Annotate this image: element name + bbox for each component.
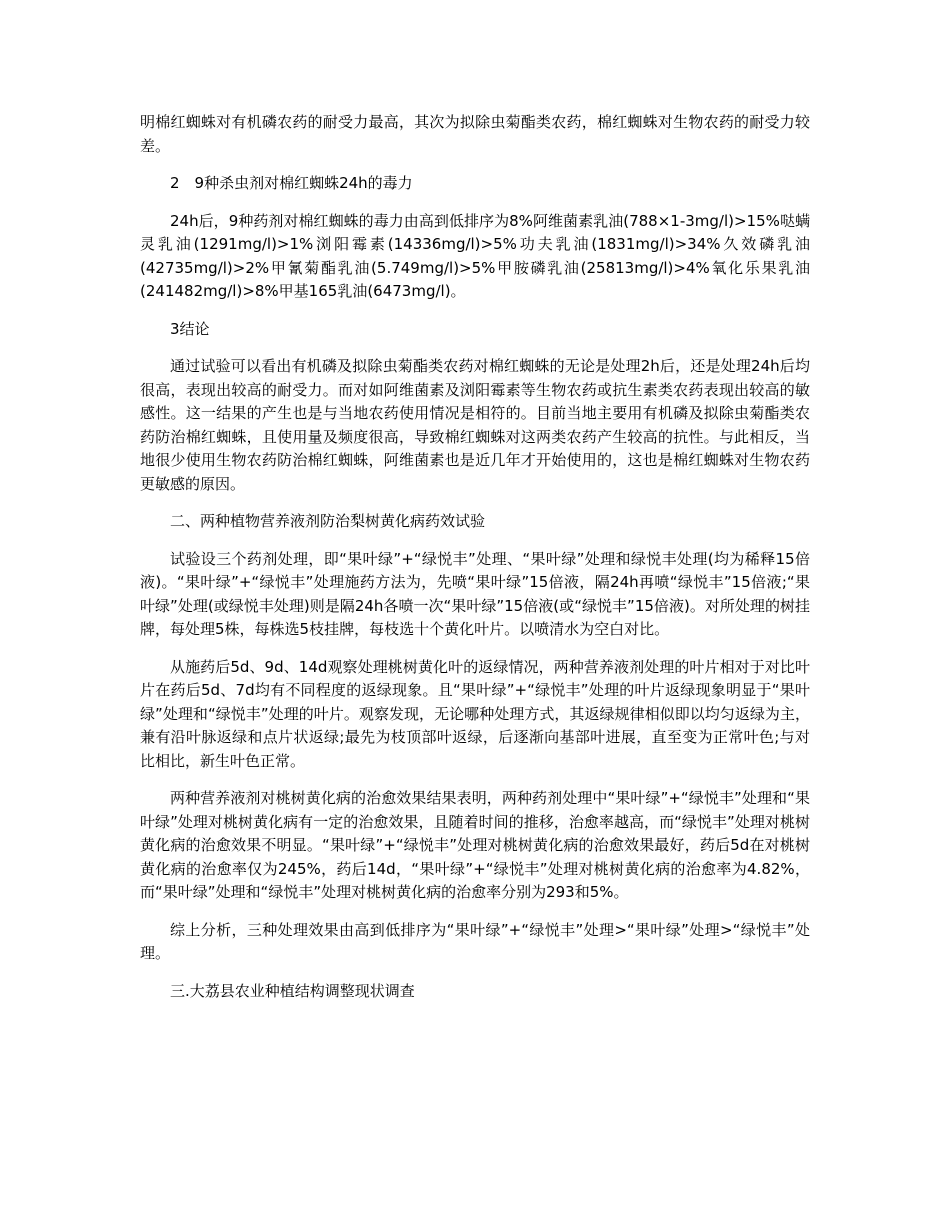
paragraph-observation: 从施药后5d、9d、14d观察处理桃树黄化叶的返绿情况，两种营养液剂处理的叶片相对于对比叶片在药后5d、7d均有不同程度的返绿现象。且“果叶绿”+“绿悦丰”处理的叶片返绿现象明显于“果叶绿”处理和“绿悦丰”处理的叶片。观察发现，无论哪种处理方式，其返绿规律相似即以均匀返绿为主，兼有沿叶脉返绿和点片状返绿;最先为枝顶部叶返绿，后逐渐向基部叶进展，直至变为正常叶色;与对比相比，新生叶色正常。 <box>140 657 810 770</box>
paragraph-conclusion: 通过试验可以看出有机磷及拟除虫菊酯类农药对棉红蜘蛛的无论是处理2h后，还是处理24h后均很高，表现出较高的耐受力。而对如阿维菌素及浏阳霉素等生物农药或抗生素类农药表现出较高的敏感性。这一结果的产生也是与当地农药使用情况是相符的。目前当地主要用有机磷及拟除虫菊酯类农药防治棉红蜘蛛，且使用量及频度很高，导致棉红蜘蛛对这两类农药产生较高的抗性。与此相反，当地很少使用生物农药防治棉红蜘蛛，阿维菌素也是近几年才开始使用的，这也是棉红蜘蛛对生物农药更敏感的原因。 <box>140 357 810 493</box>
section-heading-toxicity-24h: 2 9种杀虫剂对棉红蜘蛛24h的毒力 <box>170 174 413 192</box>
section-heading-pear-yellowing: 二、两种植物营养液剂防治梨树黄化病药效试验 <box>170 512 486 530</box>
paragraph-cure-results: 两种营养液剂对桃树黄化病的治愈效果结果表明，两种药剂处理中“果叶绿”+“绿悦丰”处理和“果叶绿”处理对桃树黄化病有一定的治愈效果，且随着时间的推移，治愈率越高，而“绿悦丰”处理对桃树黄化病的治愈效果不明显。“果叶绿”+“绿悦丰”处理对桃树黄化病的治愈效果最好，药后5d在对桃树黄化病的治愈率仅为245%，药后14d，“果叶绿”+“绿悦丰”处理对桃树黄化病的治愈率为4.82%，而“果叶绿”处理和“绿悦丰”处理对桃树黄化病的治愈率分别为293和5%。 <box>140 789 810 901</box>
section-heading-conclusion: 3结论 <box>170 319 210 338</box>
paragraph-summary: 综上分析，三种处理效果由高到低排序为“果叶绿”+“绿悦丰”处理>“果叶绿”处理>“绿悦丰”处理。 <box>140 920 810 962</box>
section-heading-dali-survey: 三.大荔县农业种植结构调整现状调查 <box>170 981 415 1000</box>
paragraph-continued: 明棉红蜘蛛对有机磷农药的耐受力最高，其次为拟除虫菊酯类农药，棉红蜘蛛对生物农药的耐受力较差。 <box>140 113 810 155</box>
document-page <box>140 111 810 1017</box>
paragraph-trial-design: 试验设三个药剂处理，即“果叶绿”+“绿悦丰”处理、“果叶绿”处理和绿悦丰处理(均为稀释15倍液)。“果叶绿”+“绿悦丰”处理施药方法为，先喷“果叶绿”15倍液，隔24h再喷“绿悦丰”15倍液;“果叶绿”处理(或绿悦丰处理)则是隔24h各喷一次“果叶绿”15倍液(或“绿悦丰”15倍液)。对所处理的树挂牌，每处理5株，每株选5枝挂牌，每枝选十个黄化叶片。以喷清水为空白对比。 <box>140 549 810 638</box>
paragraph-toxicity-ranking: 24h后，9种药剂对棉红蜘蛛的毒力由高到低排序为8%阿维菌素乳油(788×1-3mg/l)>15%哒螨灵乳油(1291mg/l)>1%浏阳霉素(14336mg/l)>5%功夫乳油(1831mg/l)>34%久效磷乳油(42735mg/l)>2%甲氰菊酯乳油(5.749mg/l)>5%甲胺磷乳油(25813mg/l)>4%氧化乐果乳油(241482mg/l)>8%甲基165乳油(6473mg/l)。 <box>140 211 810 300</box>
